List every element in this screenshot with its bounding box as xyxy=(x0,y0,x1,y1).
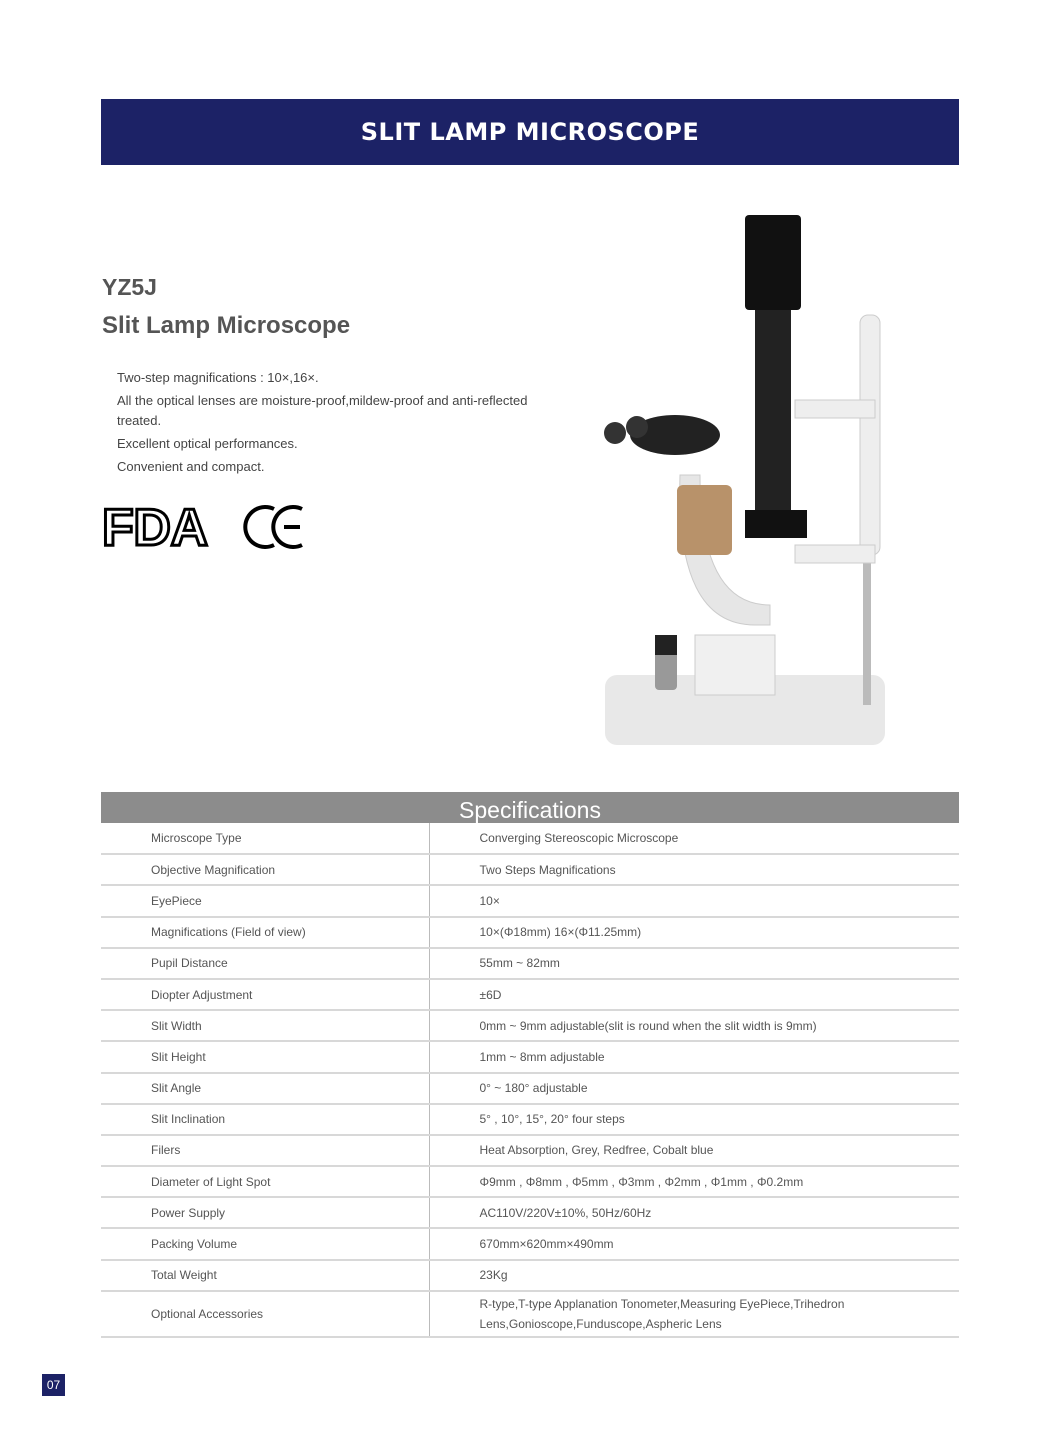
table-row xyxy=(101,917,959,948)
table-row xyxy=(101,823,959,854)
table-row xyxy=(101,1041,959,1072)
specifications-heading: Specifications xyxy=(101,792,959,823)
table-row xyxy=(101,1228,959,1259)
spec-label: Objective Magnification xyxy=(101,854,429,885)
table-row xyxy=(101,948,959,979)
table-row xyxy=(101,1104,959,1135)
spec-value: Converging Stereoscopic Microscope xyxy=(429,823,959,854)
table-row xyxy=(101,1166,959,1197)
feature-item: Convenient and compact. xyxy=(117,459,265,474)
spec-label: Slit Width xyxy=(101,1010,429,1041)
spec-value: ±6D xyxy=(429,979,959,1010)
table-row xyxy=(101,1135,959,1166)
table-row xyxy=(101,1197,959,1228)
spec-value: 670mm×620mm×490mm xyxy=(429,1228,959,1259)
certification-logos xyxy=(102,503,312,554)
spec-label: Microscope Type xyxy=(101,823,429,854)
page-number: 07 xyxy=(42,1374,65,1396)
spec-label: Pupil Distance xyxy=(101,948,429,979)
table-row xyxy=(101,885,959,916)
spec-label: Filers xyxy=(101,1135,429,1166)
spec-value: Φ9mm , Φ8mm , Φ5mm , Φ3mm , Φ2mm , Φ1mm , Φ0.2mm xyxy=(429,1166,959,1197)
spec-value: 55mm ~ 82mm xyxy=(429,948,959,979)
spec-label: Slit Height xyxy=(101,1041,429,1072)
spec-label: Power Supply xyxy=(101,1197,429,1228)
spec-value: 0° ~ 180° adjustable xyxy=(429,1073,959,1104)
spec-label: Slit Inclination xyxy=(101,1104,429,1135)
table-row xyxy=(101,979,959,1010)
spec-value: AC110V/220V±10%, 50Hz/60Hz xyxy=(429,1197,959,1228)
spec-label: Magnifications (Field of view) xyxy=(101,917,429,948)
spec-value: 5° , 10°, 15°, 20° four steps xyxy=(429,1104,959,1135)
feature-item: All the optical lenses are moisture-proof,mildew-proof and anti-reflected treated. xyxy=(117,393,528,428)
table-row xyxy=(101,1260,959,1291)
spec-label: Slit Angle xyxy=(101,1073,429,1104)
product-model: YZ5J xyxy=(102,274,157,300)
spec-label: Diameter of Light Spot xyxy=(101,1166,429,1197)
table-row xyxy=(101,1010,959,1041)
spec-value: 23Kg xyxy=(429,1260,959,1291)
spec-value: 1mm ~ 8mm adjustable xyxy=(429,1041,959,1072)
spec-value: R-type,T-type Applanation Tonometer,Measuring EyePiece,Trihedron Lens,Gonioscope,Funduscope,Aspheric Lens xyxy=(429,1291,959,1337)
spec-value: 0mm ~ 9mm adjustable(slit is round when the slit width is 9mm) xyxy=(429,1010,959,1041)
spec-label: EyePiece xyxy=(101,885,429,916)
product-name: Slit Lamp Microscope xyxy=(102,312,351,339)
spec-label: Diopter Adjustment xyxy=(101,979,429,1010)
feature-item: Excellent optical performances. xyxy=(117,436,298,451)
feature-item: Two-step magnifications : 10×,16×. xyxy=(117,370,319,385)
specifications-table xyxy=(101,823,959,1338)
spec-label: Optional Accessories xyxy=(101,1291,429,1337)
feature-list xyxy=(117,368,557,480)
svg-text:FDA: FDA xyxy=(102,503,204,549)
slit-lamp-product-image xyxy=(595,205,895,750)
table-row xyxy=(101,1073,959,1104)
fda-ce-logo xyxy=(102,503,312,549)
spec-label: Packing Volume xyxy=(101,1228,429,1259)
spec-label: Total Weight xyxy=(101,1260,429,1291)
spec-value: 10× xyxy=(429,885,959,916)
spec-value: Two Steps Magnifications xyxy=(429,854,959,885)
table-row xyxy=(101,854,959,885)
spec-value: Heat Absorption, Grey, Redfree, Cobalt blue xyxy=(429,1135,959,1166)
spec-value: 10×(Φ18mm) 16×(Φ11.25mm) xyxy=(429,917,959,948)
page-banner: SLIT LAMP MICROSCOPE xyxy=(101,99,959,165)
table-row xyxy=(101,1291,959,1337)
